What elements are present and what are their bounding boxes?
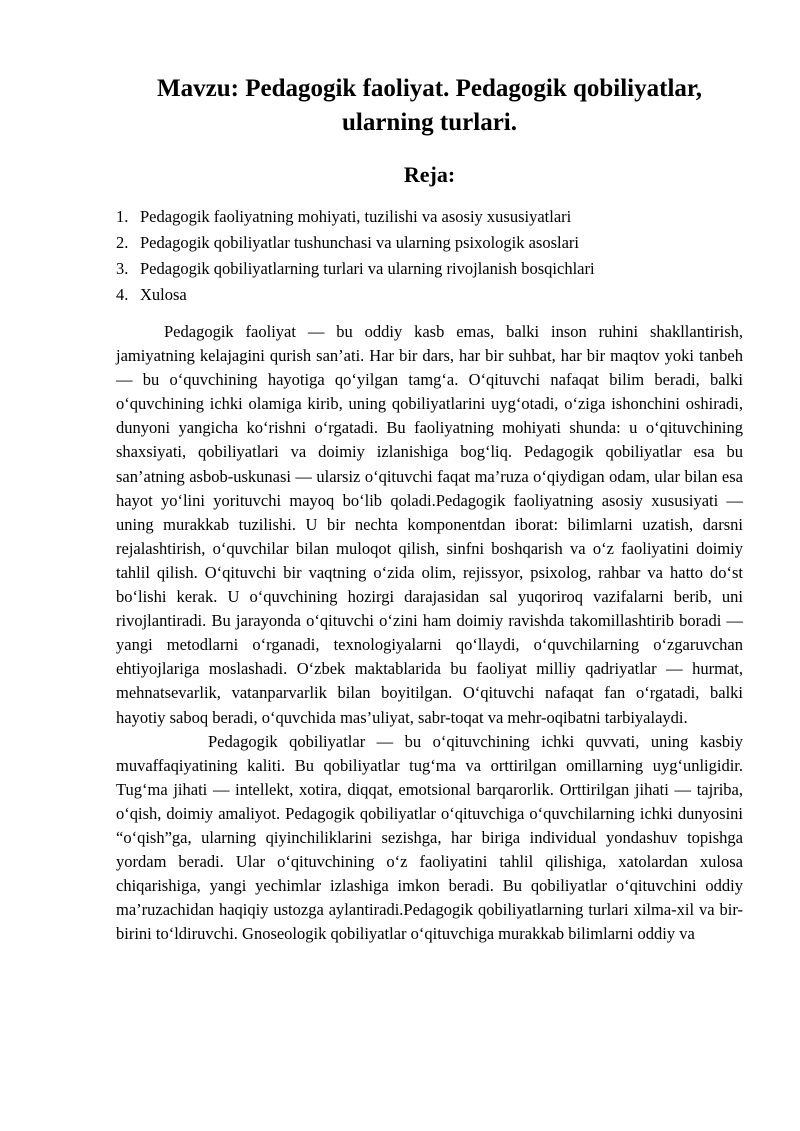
body-paragraph-1: Pedagogik faoliyat — bu oddiy kasb emas, balki inson ruhini shakllantirish, jamiyatning kelajagini qurish san’ati. Har bir dars, har bir suhbat, har bir maqtov yoki tanbeh — bu o‘quvchining hayotiga qo‘yilgan tamg‘a. O‘qituvchi nafaqat bilim beradi, balki o‘quvchining ichki olamiga kirib, uning qobiliyatlarini uyg‘otadi, o‘ziga ishonchini oshiradi, dunyoni yangicha ko‘rishni o‘rgatadi. Bu faoliyatning mohiyati shunda: u o‘qituvchining shaxsiyati, qobiliyatlari va doimiy izlanishiga bog‘liq. Pedagogik qobiliyatlar esa bu san’atning asbob-uskunasi — ularsiz o‘qituvchi faqat ma’ruza o‘qiydigan odam, ular bilan esa hayot yo‘lini yorituvchi mayoq bo‘lib qoladi.Pedagogik faoliyatning asosiy xususiyati — uning murakkab tuzilishi. U bir nechta komponentdan iborat: bilimlarni uzatish, darsni rejalashtirish, o‘quvchilar bilan muloqot qilish, sinfni boshqarish va o‘z faoliyatini doimiy tahlil qilish. O‘qituvchi bir vaqtning o‘zida olim, rejissyor, psixolog, rahbar va hatto do‘st bo‘lishi kerak. U o‘quvchining hozirgi darajasidan sal yuqoriroq vazifalarni berib, uni rivojlantiradi. Bu jarayonda o‘qituvchi o‘zini ham doimiy ravishda takomillashtirib boradi — yangi metodlarni o‘rganadi, texnologiyalarni qo‘llaydi, o‘quvchilarning o‘zgaruvchan ehtiyojlariga moslashadi. O‘zbek maktablarida bu faoliyat milliy qadriyatlar — hurmat, mehnatsevarlik, vatanparvarlik bilan boyitilgan. O‘qituvchi nafaqat fan o‘rgatadi, balki hayotiy saboq beradi, o‘quvchida mas’uliyat, sabr-toqat va mehr-oqibatni tarbiyalaydi. <box>116 322 743 727</box>
body-paragraph-2: Pedagogik qobiliyatlar — bu o‘qituvchining ichki quvvati, uning kasbiy muvaffaqiyatining kaliti. Bu qobiliyatlar tug‘ma va orttirilgan omillarning uyg‘unligidir. Tug‘ma jihati — intellekt, xotira, diqqat, emotsional barqarorlik. Orttirilgan jihati — tajriba, o‘qish, doimiy amaliyot. Pedagogik qobiliyatlar o‘qituvchiga o‘quvchilarning ichki dunyosini “o‘qish”ga, ularning qiyinchiliklarini sezishga, har biriga individual yondashuv topishga yordam beradi. Ular o‘qituvchining o‘z faoliyatini tahlil qilishiga, xatolardan xulosa chiqarishiga, yangi yechimlar izlashiga imkon beradi. Bu qobiliyatlar o‘qituvchini oddiy ma’ruzachidan haqiqiy ustozga aylantiradi.Pedagogik qobiliyatlarning turlari xilma-xil va bir-birini to‘ldiruvchi. Gnoseologik qobiliyatlar o‘qituvchiga murakkab bilimlarni oddiy va <box>116 731 743 944</box>
plan-item-text: Pedagogik qobiliyatlarning turlari va ularning rivojlanish bosqichlari <box>140 259 595 278</box>
title-line-2: ularning turlari. <box>341 109 517 136</box>
plan-item <box>116 282 743 308</box>
plan-item-text: Xulosa <box>140 285 187 304</box>
plan-item <box>116 204 743 230</box>
plan-item-number: 3. <box>116 259 129 278</box>
plan-list <box>116 204 743 308</box>
plan-item-text: Pedagogik faoliyatning mohiyati, tuzilishi va asosiy xususiyatlari <box>140 207 572 226</box>
plan-item-text: Pedagogik qobiliyatlar tushunchasi va ularning psixologik asoslari <box>140 233 580 252</box>
plan-item-number: 1. <box>116 207 129 226</box>
document-body <box>116 320 743 946</box>
plan-item <box>116 230 743 256</box>
document-title <box>116 72 743 140</box>
plan-item-number: 4. <box>116 285 129 304</box>
plan-item <box>116 256 743 282</box>
title-line-1: Mavzu: Pedagogik faoliyat. Pedagogik qobiliyatlar, <box>157 75 702 102</box>
plan-heading: Reja: <box>403 162 456 187</box>
plan-item-number: 2. <box>116 233 129 252</box>
